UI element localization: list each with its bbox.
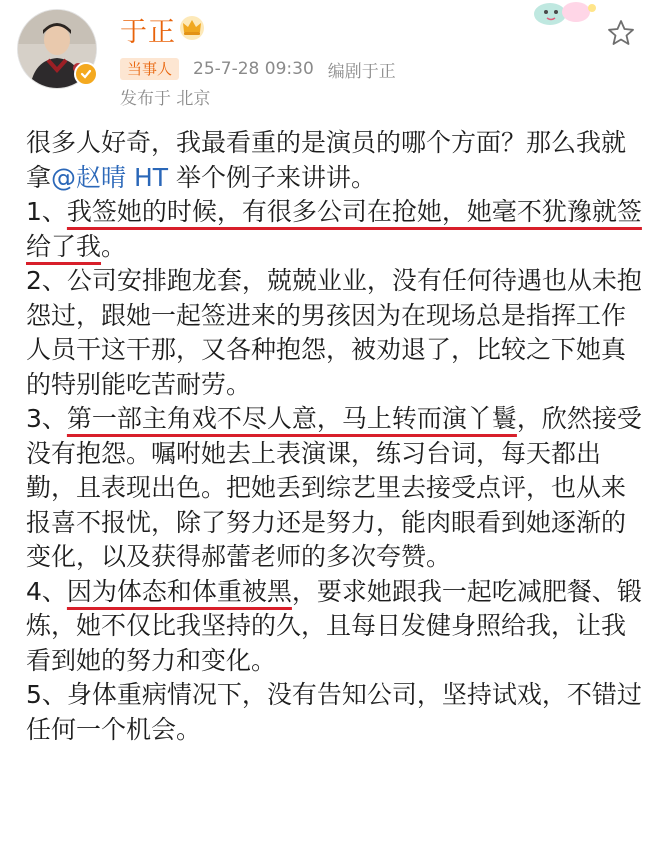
post-location: 发布于 北京 bbox=[120, 89, 211, 109]
paragraph-4 bbox=[26, 575, 646, 679]
post-header bbox=[0, 0, 660, 118]
post-meta bbox=[120, 56, 396, 82]
paragraph-number: 4、 bbox=[26, 576, 67, 606]
paragraph-3 bbox=[26, 402, 646, 575]
paragraph-number: 1、 bbox=[26, 197, 67, 226]
status-badge: 当事人 bbox=[120, 58, 179, 80]
paragraph-end: 。 bbox=[101, 231, 127, 261]
paragraph-1 bbox=[26, 195, 646, 264]
highlighted-text: 第一部主角戏不尽人意，马上转而演丫鬟 bbox=[66, 404, 517, 433]
paragraph-2: 2、公司安排跑龙套，兢兢业业，没有任何待遇也从未抱怨过，跟她一起签进来的男孩因为在现场总是指挥工作人员干这干那，又各种抱怨，被劝退了，比较之下她真的特别能吃苦耐劳。 bbox=[26, 266, 642, 399]
highlighted-text: 我签她的时候，有很多公司在抢她，她毫不犹豫就签给了我 bbox=[26, 197, 642, 261]
paragraph-5: 5、身体重病情况下，没有告知公司，坚持试戏，不错过任何一个机会。 bbox=[26, 680, 642, 744]
paragraph-rest: ，欣然接受没有抱怨。嘱咐她去上表演课，练习台词，每天都出勤，且表现出色。把她丢到综艺里去接受点评，也从来报喜不报忧，除了努力还是努力，能肉眼看到她逐渐的变化，以及获得郝蕾老师的多次夸赞。 bbox=[26, 404, 642, 571]
username[interactable]: 于正 bbox=[120, 17, 176, 48]
highlighted-text: 因为体态和体重被黑 bbox=[66, 576, 292, 606]
post-body bbox=[26, 126, 646, 747]
paragraph-intro bbox=[26, 126, 646, 195]
verified-badge-icon bbox=[74, 62, 98, 86]
intro-text-end: 举个例子来讲讲。 bbox=[168, 162, 376, 192]
intro-text: 很多人好奇，我最看重的是演员的哪个方面？那么我就拿 bbox=[26, 128, 627, 192]
mention-link[interactable]: @赵晴 HT bbox=[51, 162, 169, 192]
post-source: 编剧于正 bbox=[327, 61, 396, 82]
paragraph-number: 3、 bbox=[26, 404, 67, 433]
cartoon-sticker bbox=[530, 0, 600, 26]
crown-icon bbox=[178, 14, 206, 40]
post-timestamp: 25-7-28 09:30 bbox=[193, 59, 314, 79]
paragraph-rest: ，要求她跟我一起吃减肥餐、锻炼，她不仅比我坚持的久，且每日发健身照给我，让我看到她的努力和变化。 bbox=[26, 576, 642, 675]
star-outline-icon[interactable] bbox=[606, 18, 636, 48]
